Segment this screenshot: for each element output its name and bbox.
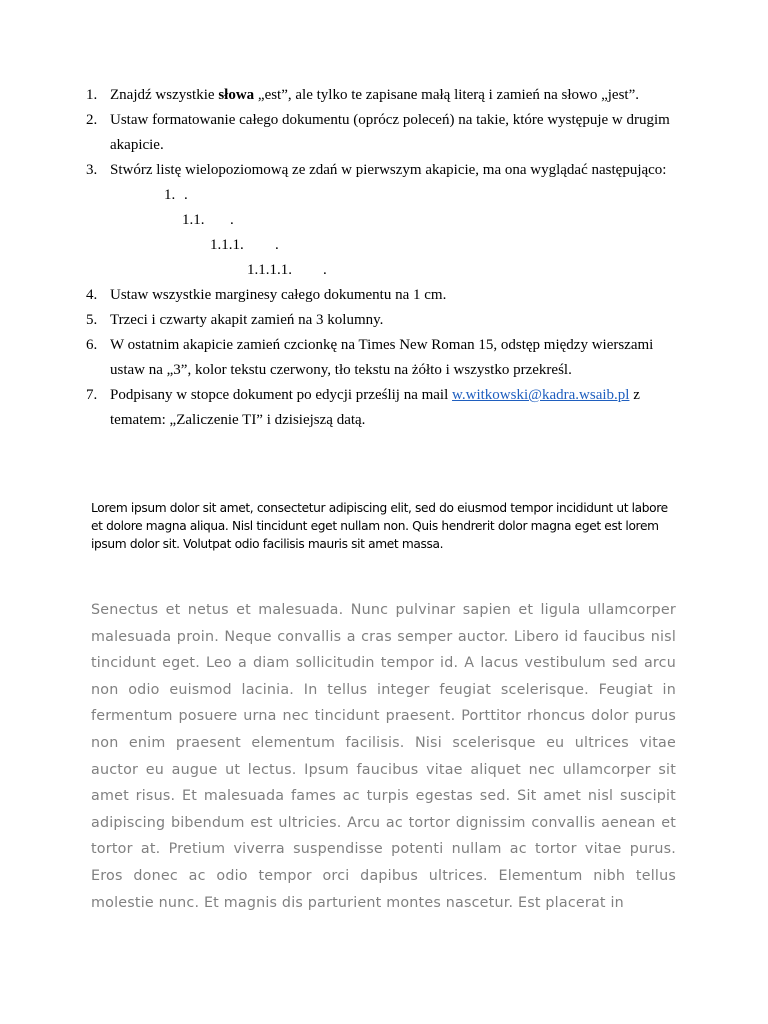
instruction-text: W ostatnim akapicie zamień czcionkę na Times New Roman 15, odstęp między wierszami ustaw na „3”, kolor tekstu czerwony, tło tekstu na żółto i wszystko przekreśl.	[110, 337, 654, 378]
instruction-text: Ustaw wszystkie marginesy całego dokumentu na 1 cm.	[110, 287, 447, 303]
multilevel-number: 1.1.1.1.	[247, 262, 292, 278]
bold-word: słowa	[218, 87, 255, 103]
multilevel-text: .	[184, 187, 188, 203]
list-number: 3.	[86, 162, 98, 178]
multilevel-number: 1.1.1.	[210, 237, 244, 253]
email-link[interactable]: w.witkowski@kadra.wsaib.pl	[452, 387, 630, 403]
instruction-item-2	[86, 108, 686, 158]
instruction-text: Trzeci i czwarty akapit zamień na 3 kolumny.	[110, 312, 384, 328]
list-number: 6.	[86, 337, 98, 353]
instruction-text: Stwórz listę wielopoziomową ze zdań w pierwszym akapicie, ma ona wyglądać następująco:	[110, 162, 667, 178]
multilevel-row-level-3	[86, 233, 686, 258]
list-number: 7.	[86, 387, 98, 403]
instruction-item-7	[86, 383, 686, 433]
instruction-text: Podpisany w stopce dokument po edycji prześlij na mail w.witkowski@kadra.wsaib.pl z tematem: „Zaliczenie TI” i dzisiejszą datą.	[110, 387, 640, 428]
instruction-text: Ustaw formatowanie całego dokumentu (oprócz poleceń) na takie, które występuje w drugim akapicie.	[110, 112, 670, 153]
multilevel-list-example	[86, 183, 686, 283]
lorem-paragraph-1: Lorem ipsum dolor sit amet, consectetur adipiscing elit, sed do eiusmod tempor incididunt ut labore et dolore magna aliqua. Nisl tincidunt eget nullam non. Quis hendrerit dolor magna eget est lorem ipsum dolor sit. Volutpat odio facilisis mauris sit amet massa.	[91, 501, 668, 551]
list-number: 4.	[86, 287, 98, 303]
instruction-item-6	[86, 333, 686, 383]
multilevel-number: 1.	[164, 187, 176, 203]
instruction-text: Znajdź wszystkie słowa „est”, ale tylko te zapisane małą literą i zamień na słowo „jest”.	[110, 87, 639, 103]
multilevel-row-level-4	[86, 258, 686, 283]
instructions-list	[86, 83, 686, 433]
multilevel-text: .	[275, 237, 279, 253]
list-number: 5.	[86, 312, 98, 328]
lorem-paragraph-2: Senectus et netus et malesuada. Nunc pulvinar sapien et ligula ullamcorper malesuada proin. Neque convallis a cras semper auctor. Libero id faucibus nisl tincidunt eget. Leo a diam sollicitudin tempor id. A lacus vestibulum sed arcu non odio euismod lacinia. In tellus integer feugiat scelerisque. Feugiat in fermentum posuere urna nec tincidunt praesent. Porttitor rhoncus dolor purus non enim praesent elementum facilisis. Nisi scelerisque eu ultrices vitae auctor eu augue ut lectus. Ipsum faucibus vitae aliquet nec ullamcorper sit amet risus. Et malesuada fames ac turpis egestas sed. Sit amet nisl suscipit adipiscing bibendum est ultricies. Arcu ac tortor dignissim convallis aenean et tortor at. Pretium viverra suspendisse potenti nullam ac tortor vitae purus. Eros donec ac odio tempor orci dapibus ultrices. Elementum nibh tellus molestie nunc. Et magnis dis parturient montes nascetur. Est placerat in	[91, 602, 676, 911]
instruction-item-3	[86, 158, 686, 183]
instruction-item-1	[86, 83, 686, 108]
multilevel-text: .	[323, 262, 327, 278]
multilevel-text: .	[230, 212, 234, 228]
multilevel-row-level-2	[86, 208, 686, 233]
list-number: 2.	[86, 112, 98, 128]
multilevel-number: 1.1.	[182, 212, 205, 228]
instruction-item-5	[86, 308, 686, 333]
multilevel-row-level-1	[86, 183, 686, 208]
list-number: 1.	[86, 87, 98, 103]
instruction-item-4	[86, 283, 686, 308]
